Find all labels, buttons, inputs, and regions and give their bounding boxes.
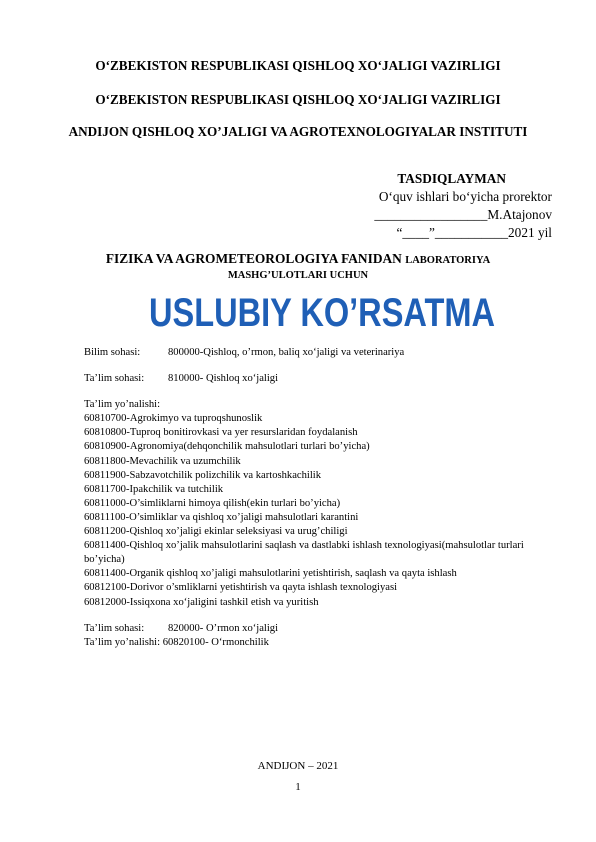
direction-item: 60811800-Mevachilik va uzumchilik	[84, 455, 241, 467]
talim-row	[84, 372, 554, 386]
direction-item: 60811200-Qishloq xo’jaligi ekinlar seleksiyasi va urug’chiligi	[84, 526, 348, 538]
direction-item: 60811700-Ipakchilik va tutchilik	[84, 483, 224, 495]
footer-city-year: ANDIJON – 2021	[257, 760, 339, 772]
bilim-label: Bilim sohasi:	[84, 347, 141, 358]
talim2-label: Ta’lim sohasi:	[84, 622, 145, 634]
subject-lab: LABORATORIYA	[405, 255, 491, 266]
direction-item: 60811400-Qishloq xo’jalik mahsulotlarini saqlash va dastlabki ishlash texnologiyasi(mahsulotlar turlari bo’yicha)	[84, 540, 524, 566]
subject-main: FIZIKA VA AGROMETEOROLOGIYA FANIDAN	[105, 251, 406, 266]
talim-value: 810000- Qishloq xo‘jaligi	[168, 373, 279, 385]
banner-text: USLUBIY KO’RSATMA	[149, 291, 495, 335]
approval-signature-line: _________________M.Atajonov	[374, 207, 552, 222]
approval-date-line: “____”___________2021 yil	[396, 225, 552, 240]
direction-item: 60811900-Sabzavotchilik polizchilik va kartoshkachilik	[84, 469, 322, 481]
institute-title: ANDIJON QISHLOQ XO’JALIGI VA AGROTEXNOLOGIYALAR INSTITUTI	[68, 124, 528, 139]
yonalish2-line: Ta’lim yo’nalishi: 60820100- O‘rmonchilik	[84, 636, 269, 648]
direction-item: 60812000-Issiqxona xo‘jaligini tashkil etish va yuritish	[84, 596, 319, 608]
fields-section	[84, 346, 554, 650]
yonalish-label: Ta’lim yo’nalishi:	[84, 399, 161, 411]
bilim-row	[84, 346, 554, 360]
direction-item: 60811000-O’simliklarni himoya qilish(ekin turlari bo’yicha)	[84, 497, 341, 509]
ministry-title-line1: O‘ZBEKISTON RESPUBLIKASI QISHLOQ XO‘JALIGI VAZIRLIGI	[95, 58, 501, 73]
uslubiy-banner	[146, 290, 498, 334]
direction-item: 60810800-Tuproq bonitirovkasi va yer resurslaridan foydalanish	[84, 427, 358, 439]
direction-item: 60810700-Agrokimyo va tuproqshunoslik	[84, 413, 263, 425]
direction-item: 60811400-Organik qishloq xo’jaligi mahsulotlarini yetishtirish, saqlash va qayta ishlash	[84, 568, 457, 580]
talim2-value: 820000- O’rmon xo‘jaligi	[168, 622, 279, 634]
directions-list	[84, 412, 554, 609]
subject-heading	[70, 251, 526, 283]
talim2-row	[84, 622, 554, 636]
direction-item: 60811100-O’simliklar va qishloq xo’jaligi mahsulotlari karantini	[84, 511, 359, 523]
subject-line2: MASHG’ULOTLARI UCHUN	[227, 270, 369, 281]
page-number: 1	[295, 781, 301, 793]
approval-block	[292, 170, 552, 242]
bilim-value: 800000-Qishloq, o’rmon, baliq xo‘jaligi va veterinariya	[168, 347, 405, 358]
ministry-title-line2: O‘ZBEKISTON RESPUBLIKASI QISHLOQ XO‘JALIGI VAZIRLIGI	[95, 92, 501, 107]
direction-item: 60812100-Dorivor o’smliklarni yetishtirish va qayta ishlash texnologiyasi	[84, 582, 398, 594]
approval-title: TASDIQLAYMAN	[397, 171, 506, 186]
talim-label: Ta’lim sohasi:	[84, 373, 145, 385]
approval-position: O‘quv ishlari bo‘yicha prorektor	[378, 189, 552, 204]
direction-item: 60810900-Agronomiya(dehqonchilik mahsulotlari turlari bo’yicha)	[84, 441, 370, 453]
